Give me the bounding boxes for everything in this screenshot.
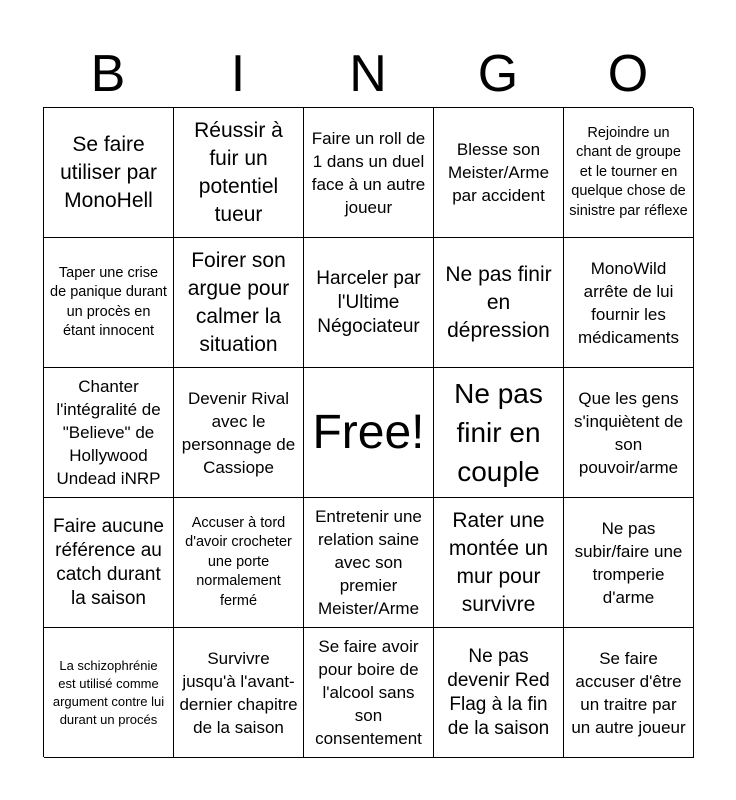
- bingo-card-grid: [43, 107, 693, 757]
- bingo-cell[interactable]: Survivre jusqu'à l'avant-dernier chapitre de la saison: [174, 628, 304, 758]
- bingo-cell[interactable]: Foirer son argue pour calmer la situation: [174, 238, 304, 368]
- bingo-cell[interactable]: Se faire avoir pour boire de l'alcool sans son consentement: [304, 628, 434, 758]
- bingo-cell[interactable]: Faire un roll de 1 dans un duel face à un autre joueur: [304, 108, 434, 238]
- bingo-cell[interactable]: Taper une crise de panique durant un procès en étant innocent: [44, 238, 174, 368]
- bingo-cell[interactable]: Harceler par l'Ultime Négociateur: [304, 238, 434, 368]
- bingo-cell[interactable]: Que les gens s'inquiètent de son pouvoir/arme: [564, 368, 694, 498]
- bingo-cell[interactable]: Accuser à tord d'avoir crocheter une porte normalement fermé: [174, 498, 304, 628]
- bingo-cell[interactable]: Ne pas finir en couple: [434, 368, 564, 498]
- bingo-cell[interactable]: Se faire accuser d'être un traitre par un autre joueur: [564, 628, 694, 758]
- bingo-cell[interactable]: Ne pas devenir Red Flag à la fin de la saison: [434, 628, 564, 758]
- bingo-cell[interactable]: Rejoindre un chant de groupe et le tourner en quelque chose de sinistre par réflexe: [564, 108, 694, 238]
- bingo-cell[interactable]: Réussir à fuir un potentiel tueur: [174, 108, 304, 238]
- bingo-cell[interactable]: Entretenir une relation saine avec son premier Meister/Arme: [304, 498, 434, 628]
- header-letter-o: O: [607, 45, 649, 103]
- header-letter-b: B: [90, 45, 126, 103]
- header-letter-g: G: [477, 45, 519, 103]
- bingo-cell[interactable]: Ne pas subir/faire une tromperie d'arme: [564, 498, 694, 628]
- bingo-cell[interactable]: Devenir Rival avec le personnage de Cassiope: [174, 368, 304, 498]
- bingo-cell[interactable]: Se faire utiliser par MonoHell: [44, 108, 174, 238]
- bingo-cell[interactable]: MonoWild arrête de lui fournir les médicaments: [564, 238, 694, 368]
- bingo-header: [43, 40, 693, 108]
- bingo-cell[interactable]: Rater une montée un mur pour survivre: [434, 498, 564, 628]
- bingo-cell[interactable]: Chanter l'intégralité de "Believe" de Hollywood Undead iNRP: [44, 368, 174, 498]
- header-letter-i: I: [230, 45, 246, 103]
- bingo-cell[interactable]: Ne pas finir en dépression: [434, 238, 564, 368]
- header-letter-n: N: [349, 45, 387, 103]
- bingo-cell[interactable]: La schizophrénie est utilisé comme argument contre lui durant un procés: [44, 628, 174, 758]
- bingo-cell[interactable]: Blesse son Meister/Arme par accident: [434, 108, 564, 238]
- bingo-cell[interactable]: Faire aucune référence au catch durant la saison: [44, 498, 174, 628]
- free-space[interactable]: Free!: [304, 368, 434, 498]
